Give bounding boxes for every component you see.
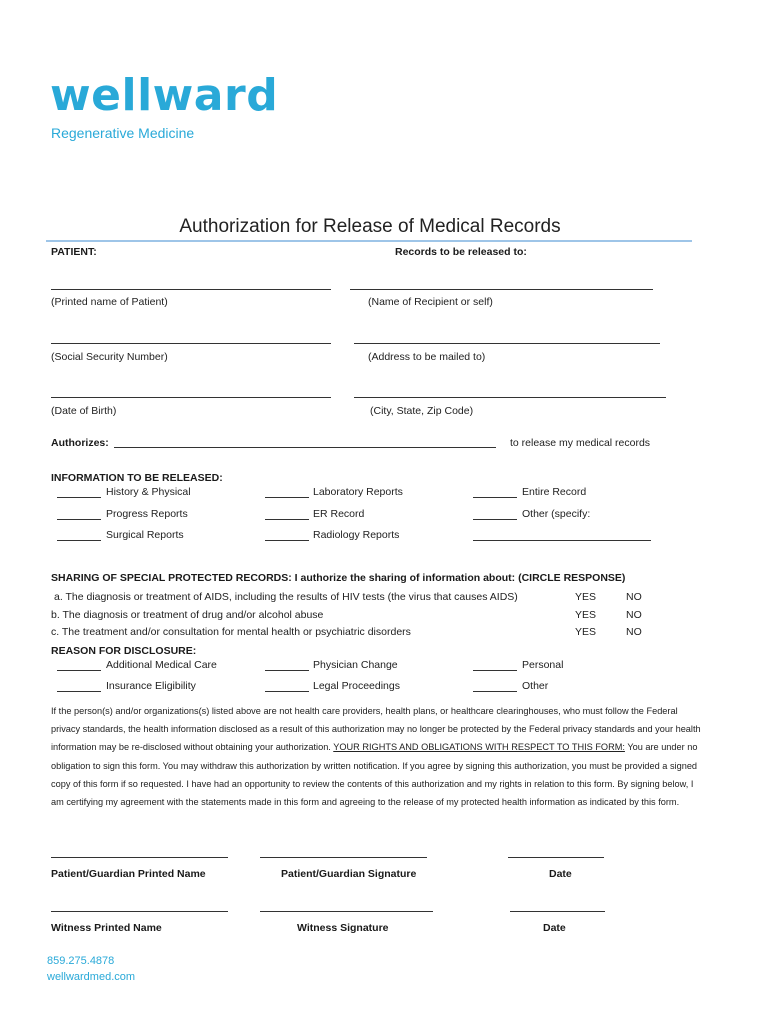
reason-blank-other[interactable] [473,691,517,692]
city-state-zip-line[interactable] [354,397,666,398]
statement-paragraph-2: You are under no obligation to sign this form. You may withdraw this authorization by written notification. If you agree by signing this authorization, you must be provided a signed copy of this form if so requested. I have had an opportunity to review the contents of this authorization and my rights in relation to this form. By signing below, I am certifying my agreement with the statements made in this form and agreeing to the release of my protected health information as indicated by this form. [51,742,698,808]
info-progress-reports: Progress Reports [106,508,188,520]
info-blank-progress[interactable] [57,519,101,520]
patient-date-label: Date [549,868,572,880]
witness-date-label: Date [543,922,566,934]
authorizes-line[interactable] [114,447,496,448]
reason-blank-legal[interactable] [265,691,309,692]
city-state-zip-caption: (City, State, Zip Code) [370,405,474,417]
recipient-name-caption: (Name of Recipient or self) [368,296,493,308]
special-item-mental: c. The treatment and/or consultation for mental health or psychiatric disorders [51,626,411,638]
witness-signature-line[interactable] [260,911,433,912]
special-heading: SHARING OF SPECIAL PROTECTED RECORDS: I authorize the sharing of information about: (CIRCLE RESPONSE) [51,572,626,584]
info-surgical-reports: Surgical Reports [106,529,184,541]
statement-paragraph-1: If the person(s) and/or organizations(s) listed above are not health care providers, health plans, or healthcare clearinghouses, who must follow the Federal privacy standards, the health information disclosed as a result of this authorization may no longer be protected by the Federal privacy standards and your health information may be re-disclosed without obtaining your authorization. [51,706,701,753]
info-blank-surgical[interactable] [57,540,101,541]
reason-physician-change: Physician Change [313,659,398,671]
patient-name-line[interactable] [51,289,331,290]
recipient-name-line[interactable] [350,289,653,290]
patient-printed-name-line[interactable] [51,857,228,858]
footer-website[interactable]: wellwardmed.com [47,971,136,983]
special-drug-no[interactable]: NO [626,609,642,621]
special-item-aids: a. The diagnosis or treatment of AIDS, including the results of HIV tests (the virus that causes AIDS) [54,591,518,603]
patient-signature-label: Patient/Guardian Signature [281,868,417,880]
reason-insurance-eligibility: Insurance Eligibility [106,680,196,692]
info-heading: INFORMATION TO BE RELEASED: [51,472,223,484]
special-aids-no[interactable]: NO [626,591,642,603]
reason-other: Other [522,680,549,692]
info-blank-laboratory[interactable] [265,497,309,498]
info-other-specify-line[interactable] [473,540,651,541]
witness-printed-name-line[interactable] [51,911,228,912]
reason-personal: Personal [522,659,564,671]
info-entire-record: Entire Record [522,486,587,498]
info-blank-entire[interactable] [473,497,517,498]
dob-line[interactable] [51,397,331,398]
address-line[interactable] [354,343,660,344]
authorizes-label: Authorizes: [51,437,109,449]
footer-phone: 859.275.4878 [47,955,115,967]
brand-tagline: Regenerative Medicine [51,125,195,141]
special-mental-yes[interactable]: YES [575,626,597,638]
ssn-caption: (Social Security Number) [51,351,168,363]
form-title: Authorization for Release of Medical Records [179,216,561,237]
title-divider [46,240,692,242]
patient-name-caption: (Printed name of Patient) [51,296,168,308]
address-caption: (Address to be mailed to) [368,351,486,363]
rights-obligations-heading: YOUR RIGHTS AND OBLIGATIONS WITH RESPECT TO THIS FORM: [333,742,625,753]
reason-blank-insurance[interactable] [57,691,101,692]
special-drug-yes[interactable]: YES [575,609,597,621]
info-radiology-reports: Radiology Reports [313,529,400,541]
info-blank-history[interactable] [57,497,101,498]
special-item-drug: b. The diagnosis or treatment of drug and/or alcohol abuse [51,609,324,621]
info-history-physical: History & Physical [106,486,191,498]
brand-logo: wellward [50,70,279,121]
info-blank-radiology[interactable] [265,540,309,541]
reason-additional-care: Additional Medical Care [106,659,217,671]
info-blank-er[interactable] [265,519,309,520]
special-mental-no[interactable]: NO [626,626,642,638]
reason-heading: REASON FOR DISCLOSURE: [51,645,197,657]
witness-signature-label: Witness Signature [297,922,389,934]
authorizes-suffix: to release my medical records [510,437,651,449]
special-aids-yes[interactable]: YES [575,591,597,603]
witness-printed-name-label: Witness Printed Name [51,922,162,934]
info-blank-other[interactable] [473,519,517,520]
info-er-record: ER Record [313,508,365,520]
authorization-statement [51,702,701,811]
reason-blank-physician[interactable] [265,670,309,671]
info-other-specify: Other (specify: [522,508,591,520]
patient-label: PATIENT: [51,246,97,258]
info-laboratory-reports: Laboratory Reports [313,486,403,498]
dob-caption: (Date of Birth) [51,405,117,417]
patient-printed-name-label: Patient/Guardian Printed Name [51,868,206,880]
witness-date-line[interactable] [510,911,605,912]
reason-blank-additional[interactable] [57,670,101,671]
ssn-line[interactable] [51,343,331,344]
patient-signature-line[interactable] [260,857,427,858]
reason-blank-personal[interactable] [473,670,517,671]
records-to-label: Records to be released to: [395,246,527,258]
reason-legal-proceedings: Legal Proceedings [313,680,400,692]
patient-date-line[interactable] [508,857,604,858]
